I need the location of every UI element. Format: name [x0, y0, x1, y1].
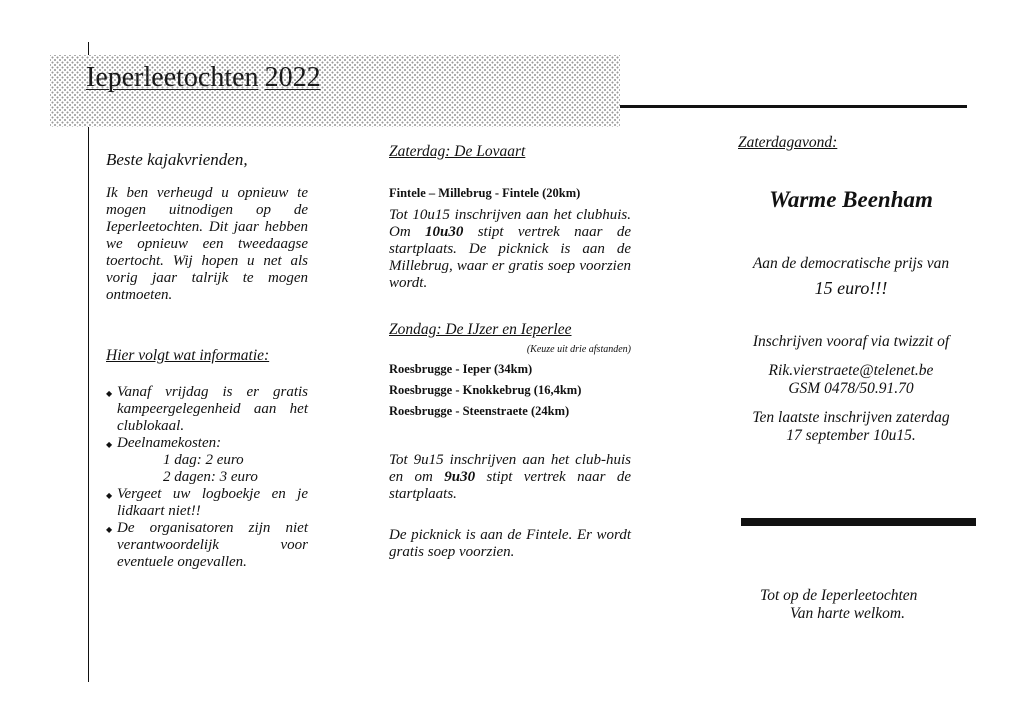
info-heading: Hier volgt wat informatie:	[106, 347, 270, 364]
deadline-line-1: Ten laatste inschrijven zaterdag	[752, 409, 950, 426]
list-item	[106, 435, 308, 486]
sunday-route-3: Roesbrugge - Steenstraete (24km)	[389, 404, 570, 418]
price-line: Aan de democratische prijs van	[752, 255, 950, 272]
title-year: 2022	[264, 62, 321, 93]
info-item-text: Vergeet uw logboekje en je lidkaart niet!!	[117, 486, 308, 519]
closing-line-1: Tot op de Ieperleetochten	[760, 587, 918, 604]
info-list	[106, 384, 308, 571]
info-item-text: Deelnamekosten:	[117, 435, 222, 451]
contact-email: Rik.vierstraete@telenet.be	[768, 362, 934, 379]
saturday-heading: Zaterdag: De Lovaart	[389, 143, 526, 160]
sunday-heading: Zondag: De IJzer en Ieperlee	[389, 321, 572, 338]
list-item	[106, 520, 308, 571]
page-title	[86, 62, 327, 94]
intro-paragraph: Ik ben verheugd u opnieuw te mogen uitnodigen op de Ieperleetochten. Dit jaar hebben we opnieuw een tweedaagse toertocht. Wij hopen u net als vorig jaar talrijk te mogen ontmoeten.	[106, 185, 308, 303]
saturday-text-1: Tot 10u15 inschrijven aan het clubhuis. Om	[389, 207, 631, 240]
sunday-route-1: Roesbrugge - Ieper (34km)	[389, 362, 533, 376]
sunday-picnic: De picknick is aan de Fintele. Er wordt gratis soep voorzien.	[389, 527, 631, 560]
dish-name: Warme Beenham	[769, 187, 933, 212]
title-word: Ieperleetochten	[86, 62, 259, 93]
closing-line-2: Van harte welkom.	[790, 605, 905, 622]
saturday-text-2: stipt vertrek naar de startplaats. De picknick is aan de Millebrug, waar er gratis soep voorzien wordt.	[389, 224, 631, 291]
divider-bar	[741, 518, 976, 526]
left-margin-rule	[88, 42, 89, 682]
sunday-text-2: stipt vertrek naar de startplaats.	[389, 469, 631, 502]
header-rule	[620, 105, 967, 108]
info-item-text: Vanaf vrijdag is er gratis kampeergelegenheid aan het clublokaal.	[117, 384, 308, 434]
contact-phone: GSM 0478/50.91.70	[788, 380, 914, 397]
sunday-text-1: Tot 9u15 inschrijven aan het club-huis en om	[389, 452, 631, 485]
saturday-route: Fintele – Millebrug - Fintele (20km)	[389, 186, 581, 200]
greeting: Beste kajakvrienden,	[106, 150, 248, 169]
list-item	[106, 384, 308, 435]
sunday-paragraph	[389, 452, 631, 503]
cost-two-days: 2 dagen: 3 euro	[163, 469, 258, 485]
sunday-route-2: Roesbrugge - Knokkebrug (16,4km)	[389, 383, 582, 397]
info-item-text: De organisatoren zijn niet verantwoordelijk voor eventuele ongevallen.	[117, 520, 308, 570]
register-line: Inschrijven vooraf via twizzit of	[752, 333, 950, 350]
price: 15 euro!!!	[814, 278, 888, 298]
saturday-start-time: 10u30	[425, 224, 464, 240]
saturday-paragraph	[389, 207, 631, 292]
cost-one-day: 1 dag: 2 euro	[163, 452, 244, 468]
evening-heading: Zaterdagavond:	[738, 134, 838, 151]
sunday-note: (Keuze uit drie afstanden)	[526, 344, 631, 355]
deadline-line-2: 17 september 10u15.	[786, 427, 916, 444]
sunday-start-time: 9u30	[444, 469, 476, 485]
list-item	[106, 486, 308, 520]
